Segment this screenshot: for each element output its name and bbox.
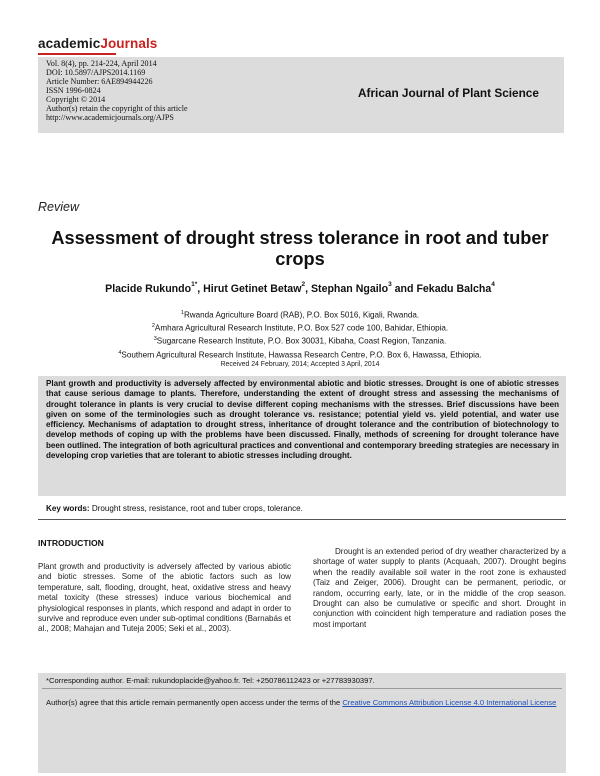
received-dates: Received 24 February, 2014; Accepted 3 April, 2014 — [220, 361, 380, 368]
divider — [38, 519, 566, 520]
publisher-logo — [38, 36, 157, 51]
keywords — [46, 504, 303, 513]
author-name: Placide Rukundo — [105, 283, 192, 295]
affiliation-text: Amhara Agricultural Research Institute, P.O. Box 527 code 100, Bahidar, Ethiopia. — [154, 323, 449, 333]
affiliation-line — [40, 348, 560, 361]
affiliations — [40, 308, 560, 361]
keywords-text: Drought stress, resistance, root and tuber crops, tolerance. — [89, 504, 303, 513]
affiliation-text: Sugarcane Research Institute, P.O. Box 30031, Kibaha, Coast Region, Tanzania. — [156, 337, 447, 347]
affiliation-line — [40, 334, 560, 347]
info-url[interactable]: http://www.academicjournals.org/AJPS — [46, 113, 174, 123]
author-list — [40, 283, 560, 295]
affiliation-line — [40, 308, 560, 321]
author-separator: , — [305, 283, 311, 295]
publisher-name-part1: academic — [38, 36, 101, 51]
abstract-text: Plant growth and productivity is adversely affected by environmental abiotic and biotic stresses. Drought is one of abiotic stresses that cause serious damage to plants. Therefore, understanding the extent of drought stress and assessing the mechanisms of drought tolerance in plants is very crucial to devise different coping mechanisms with the stresses. Brief discussions have been given on some of the terminologies such as drought tolerance vs. resistance; potential yield vs. yield potential, and water use efficiency. Mechanisms of adaptation to drought stress, inheritance of drought tolerance and the contribution of biotechnology to develop methods of coping up with the problems have been discussed. Finally, methods of screening for drought tolerance have been outlined. The integration of both agricultural practices and conventional and contemporary breeding strategies are necessary in developing crop varieties that are tolerant to abiotic stresses including drought. — [46, 379, 559, 461]
correspondence-note: *Corresponding author. E-mail: rukundoplacide@yahoo.fr. Tel: +250786112423 or +27783930397. — [46, 676, 375, 685]
affiliation-text: Southern Agricultural Research Institute, Hawassa Research Centre, P.O. Box 6, Hawassa, Ethiopia. — [121, 350, 482, 360]
info-issn: ISSN 1996-0824 — [46, 86, 101, 96]
license-text: Author(s) agree that this article remain permanently open access under the terms of the — [46, 698, 343, 707]
section-heading-introduction: INTRODUCTION — [38, 538, 104, 548]
author-sup: 4 — [491, 281, 495, 288]
logo-underline — [38, 53, 116, 55]
author-sup: 3 — [388, 281, 392, 288]
intro-paragraph-left: Plant growth and productivity is adversely affected by various abiotic and biotic stresses. Some of the abiotic factors such as low temperature, salt, flooding, drought, heat, oxidative stress and heavy metal toxicity (these stresses) induce various biochemical and physiological responses in plants, which respond and adapt in order to survive and reproduce even under sub-optimal conditions (Barnabás et al., 2008; Mahajan and Tuteja 2005; Seki et al., 2003). — [38, 562, 291, 634]
license-link[interactable]: Creative Commons Attribution License 4.0 International License — [342, 698, 557, 707]
info-article-number: Article Number: 6AE894944226 — [46, 77, 153, 87]
affiliation-line — [40, 321, 560, 334]
footer-divider — [42, 688, 562, 689]
info-volume: Vol. 8(4), pp. 214-224, April 2014 — [46, 59, 157, 68]
affiliation-num: 3 — [153, 336, 157, 343]
affiliation-num: 2 — [151, 323, 155, 330]
affiliation-num: 1 — [180, 310, 184, 316]
info-rights: Author(s) retain the copyright of this article — [46, 104, 188, 114]
author-separator: , — [197, 283, 204, 295]
intro-paragraph-right: Drought is an extended period of dry weather characterized by a shortage of water supply to plants (Acquaah, 2007). Drought begins when the readily available soil water in the root zone is exhausted (Taiz and Zeiger, 2006). Drought can be permanent, periodic, or random, occurring early, late, or in the middle of the crop season. Drought can also be cumulative or specific and short. Drought in conjunction with coincident high temperature and radiation poses the most important — [313, 547, 566, 629]
journal-title: African Journal of Plant Science — [358, 86, 539, 100]
author-sup: 1* — [191, 281, 198, 288]
author-name: Fekadu Balcha — [416, 283, 492, 295]
publisher-name-part2: Journals — [100, 36, 158, 51]
info-doi: DOI: 10.5897/AJPS2014.1169 — [46, 68, 146, 78]
article-title: Assessment of drought stress tolerance in root and tuber crops — [51, 228, 549, 269]
author-sup: 2 — [301, 281, 306, 288]
author-name: Hirut Getinet Betaw — [203, 283, 302, 295]
affiliation-num: 4 — [118, 349, 122, 356]
license-note — [46, 698, 558, 709]
article-info-lines — [46, 59, 188, 122]
keywords-label: Key words: — [46, 504, 90, 513]
info-copyright: Copyright © 2014 — [46, 95, 106, 105]
affiliation-text: Rwanda Agriculture Board (RAB), P.O. Box 5016, Kigali, Rwanda. — [183, 310, 420, 320]
author-name: Stephan Ngailo — [310, 283, 389, 295]
section-label: Review — [38, 200, 79, 214]
author-and: and — [391, 283, 417, 295]
intro-column-right — [313, 547, 566, 630]
